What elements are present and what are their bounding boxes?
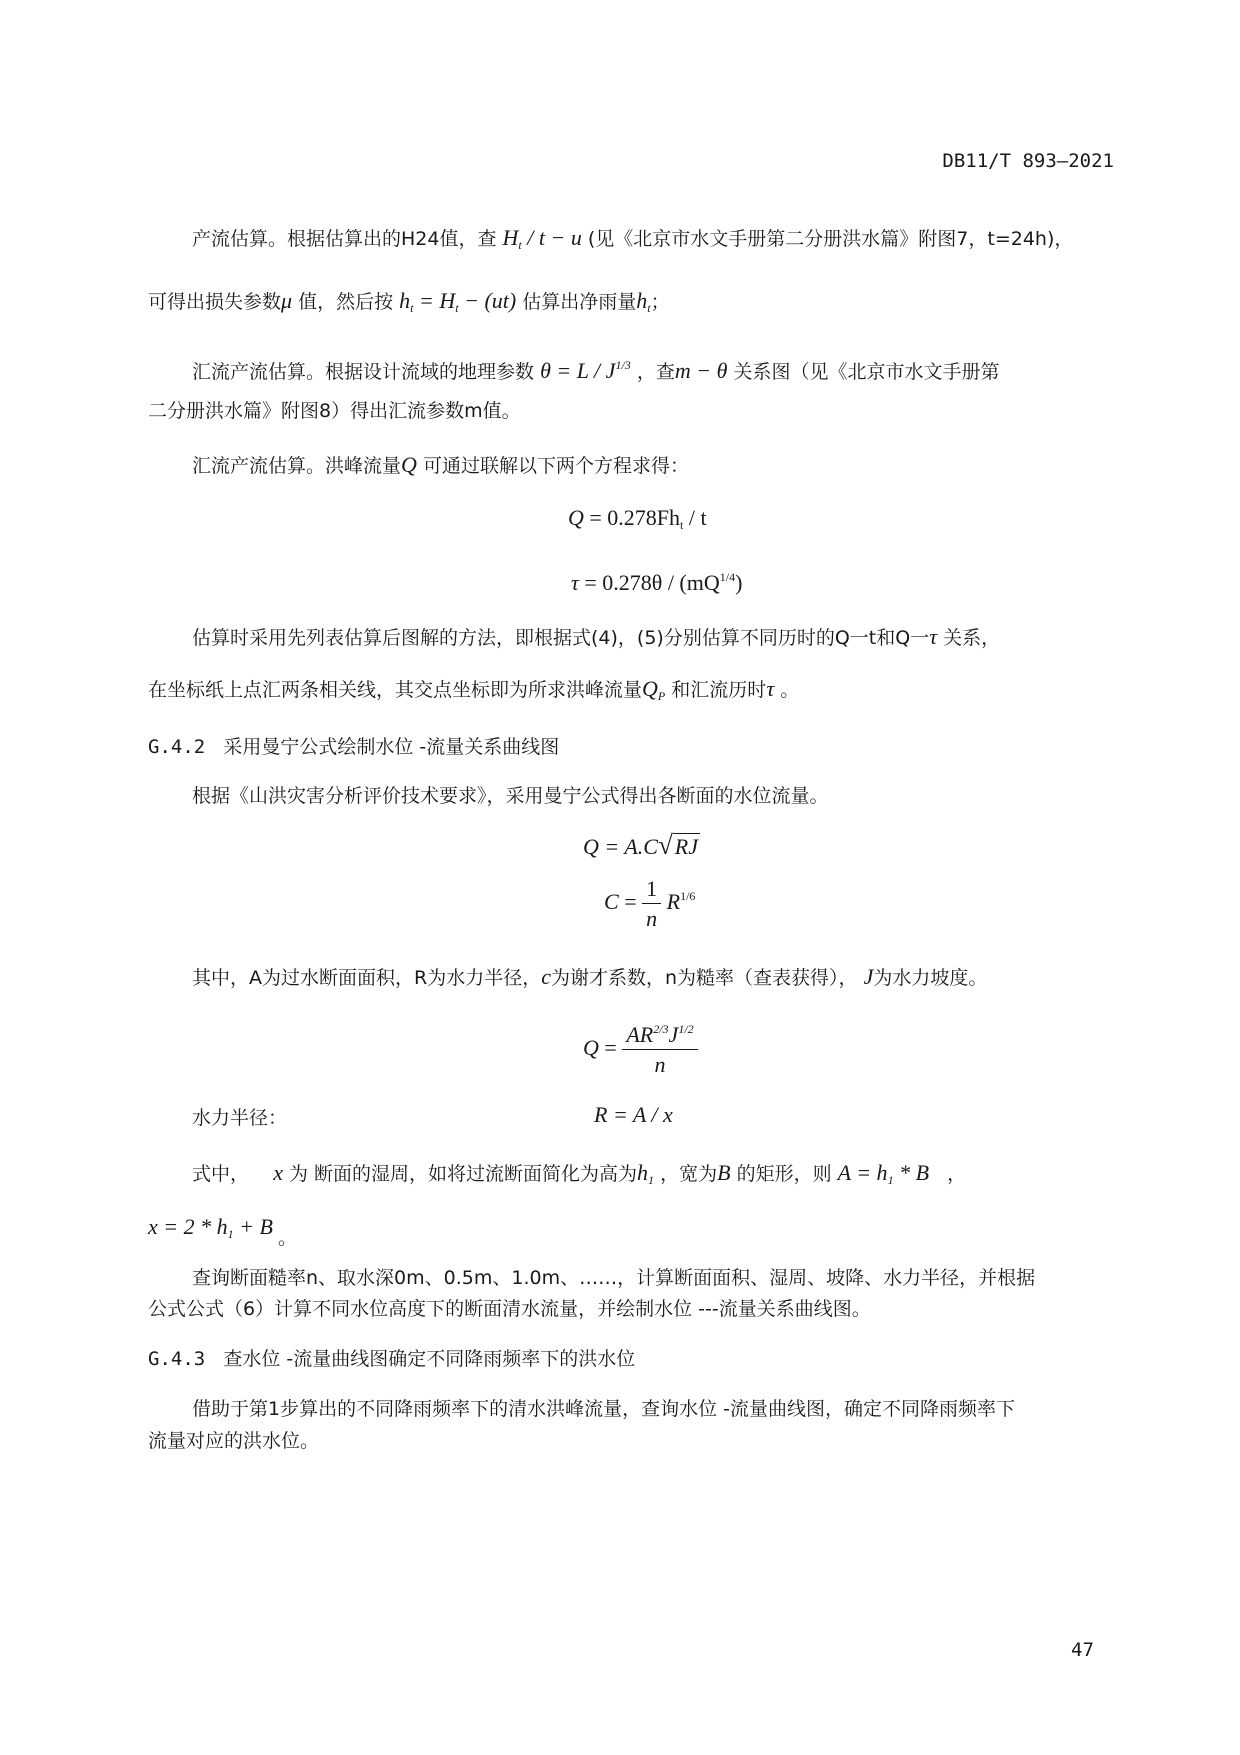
formula-area: $A = h_1 * B$: [837, 1160, 930, 1187]
paragraph-runoff-line2: 可得出损失参数μ 值，然后按 $h_t = H_t - (ut)$ 估算出净雨量$h_t$；: [148, 288, 670, 315]
equation-4: $Q = 0.278Fh_t / t$: [568, 505, 707, 532]
page-number: 47: [1071, 1639, 1094, 1661]
paragraph-manning-intro: 根据《山洪灾害分析评价技术要求》，采用曼宁公式得出各断面的水位流量。: [192, 785, 829, 807]
paragraph-confluence-line1: 汇流产流估算。根据设计流域的地理参数 $\theta = L / J^{1/3}$ ，查m − θ 关系图（见《北京市水文手册第: [192, 358, 1000, 383]
formula-ht-t-u: $H_t / t - u$: [502, 225, 582, 252]
paragraph-wetted-perimeter: 式中， x 为 断面的湿周，如将过流断面简化为高为$h_1$ ，宽为B 的矩形，则 $A = h_1 * B$ ，: [192, 1160, 967, 1187]
q-symbol: Q: [401, 452, 417, 477]
formula-theta: $\theta = L / J^{1/3}$: [540, 358, 631, 383]
paragraph-symbols: 其中，A为过水断面面积，R为水力半径，c为谢才系数，n为糙率（查表获得）， J为水力坡度。: [192, 964, 988, 989]
paragraph-confluence-line2: 二分册洪水篇》附图8）得出汇流参数m值。: [148, 400, 521, 422]
equation-perimeter: $x = 2 * h_1 + B$ 。: [148, 1214, 298, 1249]
section-heading-g42: G.4.2 采用曼宁公式绘制水位 -流量关系曲线图: [148, 736, 560, 758]
equation-manning-flow: Q = $\frac{AR^{2/3}J^{1/2}}{n}$: [583, 1022, 698, 1078]
paragraph-method-line2: 在坐标纸上点汇两条相关线，其交点坐标即为所求洪峰流量$Q_P$ 和汇流历时τ 。: [148, 676, 800, 703]
paragraph-method-line1: 估算时采用先列表估算后图解的方法，即根据式(4)，(5)分别估算不同历时的Q一t和Q一τ 关系，: [192, 624, 1001, 649]
equation-hydraulic-radius: R = A / x: [594, 1102, 673, 1127]
document-code: DB11/T 893—2021: [942, 150, 1114, 172]
section-heading-g43: G.4.3 查水位 -流量曲线图确定不同降雨频率下的洪水位: [148, 1348, 636, 1370]
formula-net-rain: $h_t = H_t - (ut)$: [399, 288, 517, 315]
formula-m-theta: m − θ: [674, 358, 728, 383]
ht-symbol: $h_t$: [636, 288, 651, 315]
paragraph-flood-level-line1: 借助于第1步算出的不同降雨频率下的清水洪峰流量，查询水位 -流量曲线图，确定不同降雨频率下: [192, 1398, 1015, 1420]
equation-chezy-c: C = $\frac{1}{n}$ $R^{1/6}$: [604, 876, 696, 931]
label-hydraulic-radius: 水力半径：: [192, 1107, 288, 1129]
equation-5: $\tau = 0.278\theta / (mQ^{1/4})$: [571, 570, 743, 595]
paragraph-procedure-line2: 公式公式（6）计算不同水位高度下的断面清水流量，并绘制水位 ---流量关系曲线图。: [148, 1298, 871, 1320]
qp-symbol: $Q_P$: [642, 676, 666, 703]
paragraph-runoff-line1: 产流估算。根据估算出的H24值，查 $H_t / t - u$ (见《北京市水文手册第二分册洪水篇》附图7，t=24h)，: [192, 225, 1074, 252]
mu-symbol: μ: [281, 288, 293, 313]
paragraph-peak-flow: 汇流产流估算。洪峰流量Q 可通过联解以下两个方程求得：: [192, 452, 689, 477]
equation-manning-q: Q = A.C√RJ: [583, 830, 698, 860]
paragraph-procedure-line1: 查询断面糙率n、取水深0m、0.5m、1.0m、……，计算断面面积、湿周、坡降、水力半径，并根据: [192, 1267, 1036, 1289]
paragraph-flood-level-line2: 流量对应的洪水位。: [148, 1430, 320, 1452]
